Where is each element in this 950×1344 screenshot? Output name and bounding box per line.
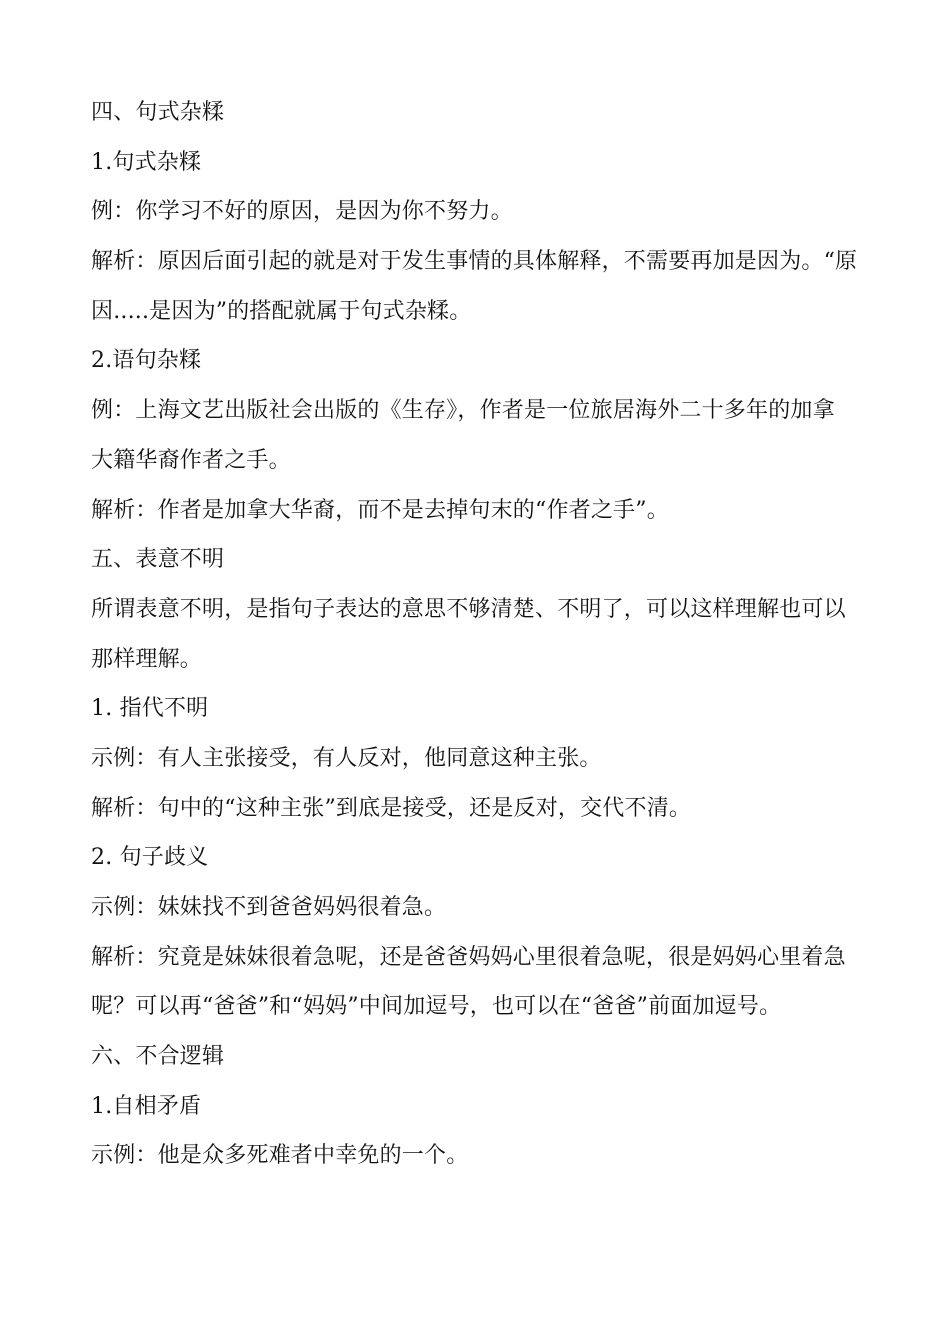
analysis-text: 解析：作者是加拿大华裔，而不是去掉句末的“作者之手”。 — [91, 497, 669, 523]
subheading-self-contradiction: 1.自相矛盾 — [91, 1093, 202, 1119]
definition-text: 所谓表意不明，是指句子表达的意思不够清楚、不明了，可以这样理解也可以 — [91, 596, 846, 622]
section-heading-sentence-mixing: 四、句式杂糅 — [91, 100, 225, 125]
subheading-sentence-pattern-mixing: 1.句式杂糅 — [91, 149, 202, 175]
analysis-text: 解析：原因后面引起的就是对于发生事情的具体解释，不需要再加是因为。“原 — [91, 249, 858, 275]
example-text: 示例：妹妹找不到爸爸妈妈很着急。 — [91, 895, 447, 920]
section-heading-unclear-meaning: 五、表意不明 — [91, 547, 225, 573]
example-text: 例：上海文艺出版社会出版的《生存》，作者是一位旅居海外二十多年的加拿 — [91, 398, 835, 424]
document-body — [91, 88, 866, 1181]
analysis-text: 解析：究竟是妹妹很着急呢，还是爸爸妈妈心里很着急呢，很是妈妈心里着急 — [91, 944, 846, 970]
analysis-text-continued: 呢？可以再“爸爸”和“妈妈”中间加逗号，也可以在“爸爸”前面加逗号。 — [91, 994, 782, 1020]
section-heading-illogical: 六、不合逻辑 — [91, 1044, 225, 1070]
example-text: 例：你学习不好的原因，是因为你不努力。 — [91, 199, 513, 225]
analysis-text-continued: 因.....是因为”的搭配就属于句式杂糅。 — [91, 298, 472, 324]
example-text: 示例：有人主张接受，有人反对，他同意这种主张。 — [91, 745, 602, 771]
subheading-phrase-mixing: 2.语句杂糅 — [91, 348, 202, 374]
definition-text-continued: 那样理解。 — [91, 646, 203, 672]
analysis-text: 解析：句中的“这种主张”到底是接受，还是反对，交代不清。 — [91, 795, 692, 821]
subheading-ambiguity: 2. 句子歧义 — [91, 845, 209, 871]
example-text: 示例：他是众多死难者中幸免的一个。 — [91, 1143, 469, 1169]
subheading-unclear-reference: 1. 指代不明 — [91, 696, 209, 722]
example-text-continued: 大籍华裔作者之手。 — [91, 447, 291, 473]
